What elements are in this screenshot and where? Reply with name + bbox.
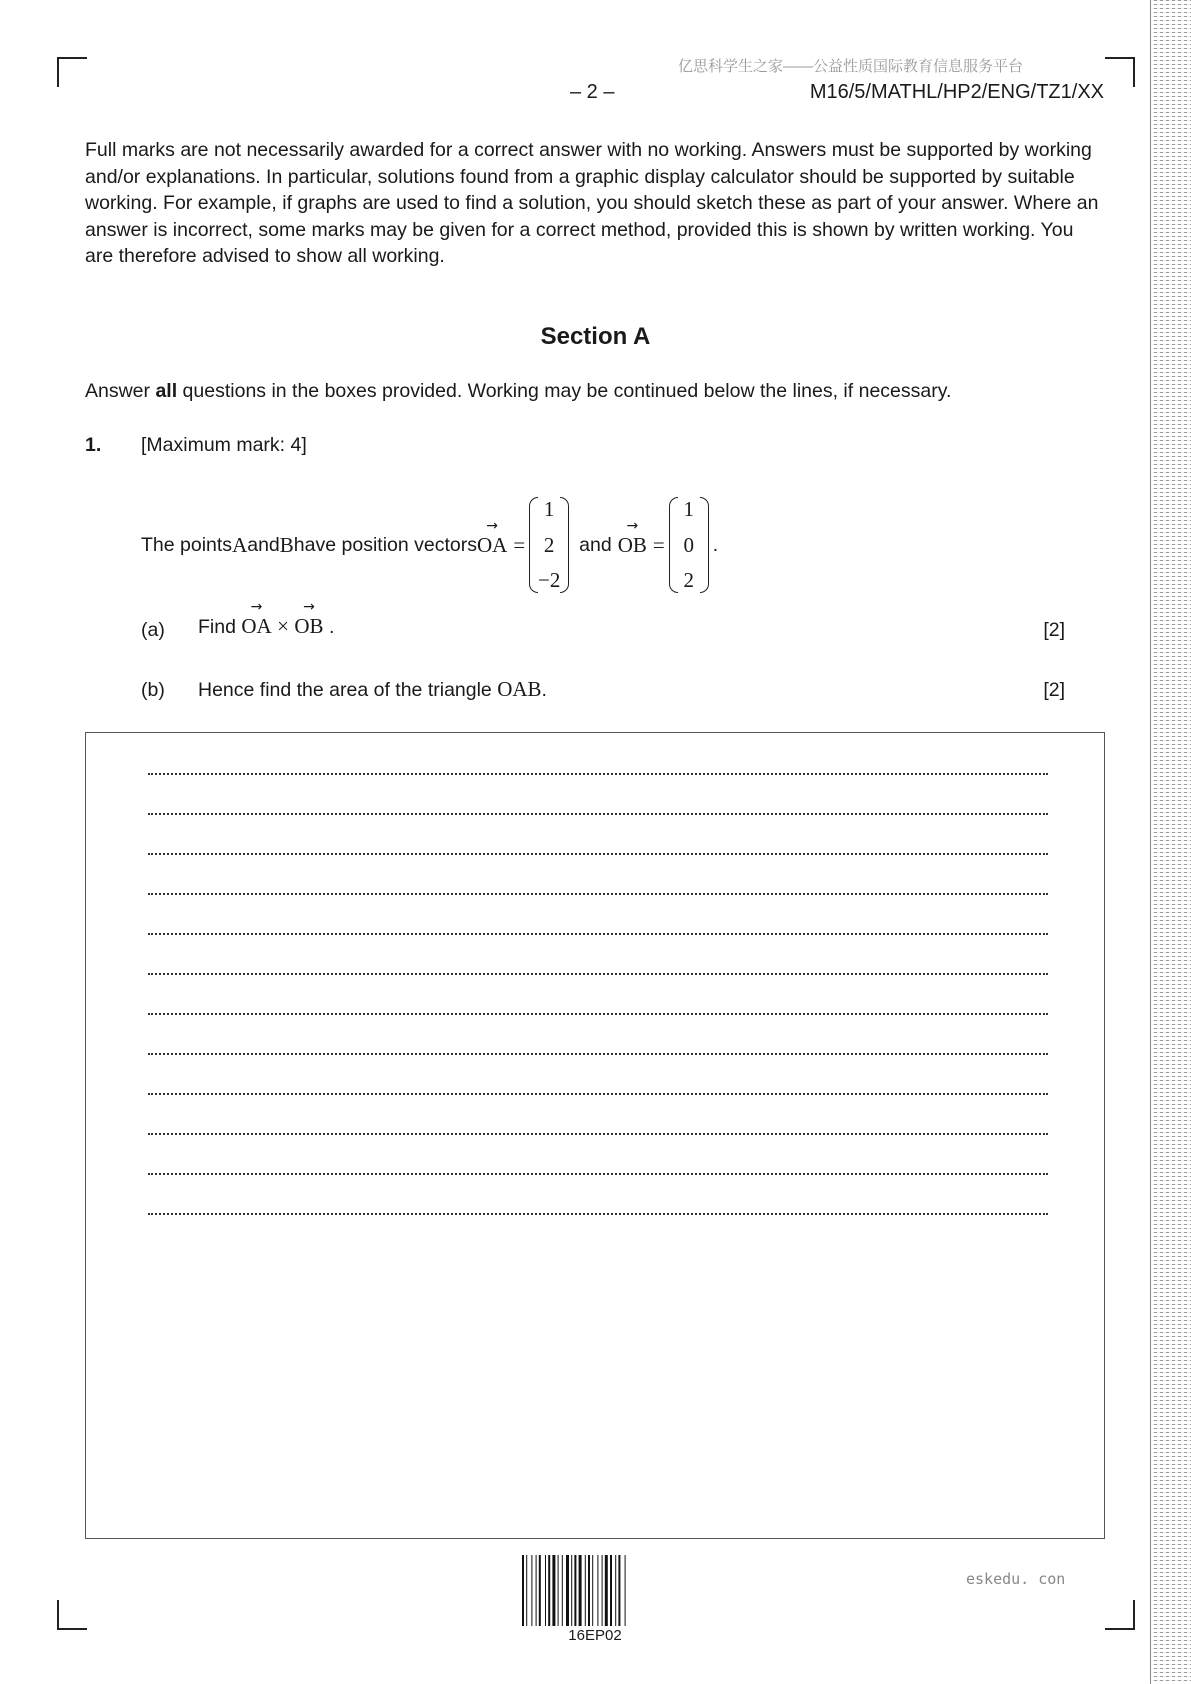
- point-b: B: [279, 532, 294, 557]
- ob-column-vector: [671, 497, 707, 593]
- page-number: – 2 –: [570, 81, 615, 103]
- oa-component: 1: [543, 497, 555, 521]
- answer-line[interactable]: [148, 1173, 1048, 1175]
- crop-mark-top-left: [57, 57, 87, 87]
- side-pattern-strip: [1150, 0, 1191, 1684]
- answer-line[interactable]: [148, 1013, 1048, 1015]
- answer-all-bold: all: [155, 380, 178, 402]
- vector-oa-label: OA: [476, 532, 508, 557]
- footer-site: eskedu. con: [966, 1570, 1066, 1588]
- part-a-vector-oa-label: OA: [241, 614, 272, 638]
- instructions-paragraph: Full marks are not necessarily awarded for a correct answer with no working. Answers must be supported by working and/or explanations. In particular, solutions found from a graphic display calculator should be supported by suitable working. For example, if graphs are used to find a solution, you should sketch these as part of your answer. Where an answer is incorrect, some marks may be given for a correct method, provided this is shown by written working. You are therefore advised to show all working.: [85, 139, 1099, 268]
- part-b-mark: [2]: [1043, 679, 1065, 701]
- answer-line[interactable]: [148, 973, 1048, 975]
- part-b-end: .: [541, 679, 547, 701]
- barcode-text: 16EP02: [568, 1627, 622, 1644]
- part-a-text: [198, 599, 335, 639]
- vector-arrow-icon: →: [250, 599, 263, 615]
- oa-component: 2: [543, 532, 555, 557]
- question-max-mark: [Maximum mark: 4]: [141, 434, 307, 456]
- part-a-mark: [2]: [1043, 619, 1065, 641]
- crop-mark-bottom-left: [57, 1600, 87, 1630]
- question-statement: [141, 492, 718, 598]
- statement-and-2: and: [579, 533, 612, 556]
- answer-line[interactable]: [148, 1093, 1048, 1095]
- part-a-vector-oa: [241, 599, 272, 639]
- point-a: A: [232, 532, 248, 557]
- answer-all-instruction: [85, 380, 951, 403]
- part-a-label: (a): [141, 619, 165, 641]
- part-a-end: .: [329, 616, 335, 638]
- statement-middle: have position vectors: [293, 533, 477, 556]
- answer-all-after: questions in the boxes provided. Working may be continued below the lines, if necessary.: [177, 380, 952, 402]
- statement-and: and: [247, 533, 280, 556]
- barcode-icon: [522, 1555, 668, 1626]
- answer-line[interactable]: [148, 933, 1048, 935]
- statement-end: .: [712, 533, 719, 556]
- equals-sign: =: [513, 532, 526, 557]
- answer-box[interactable]: [85, 732, 1105, 1539]
- crop-mark-bottom-right: [1105, 1600, 1135, 1630]
- statement-prefix: The points: [141, 533, 233, 556]
- answer-line[interactable]: [148, 1133, 1048, 1135]
- vector-ob: [617, 517, 647, 558]
- crop-mark-top-right: [1105, 57, 1135, 87]
- vector-ob-label: OB: [617, 532, 647, 557]
- ob-component: 2: [683, 568, 694, 592]
- answer-line[interactable]: [148, 813, 1048, 815]
- vector-arrow-icon: →: [486, 517, 499, 534]
- part-b-body: Hence find the area of the triangle: [198, 679, 498, 701]
- oa-component: −2: [538, 568, 561, 592]
- cross-product-sign: ×: [277, 614, 289, 638]
- vector-oa: [476, 517, 508, 558]
- part-a-vector-ob-label: OB: [294, 614, 324, 638]
- triangle-oab: OAB: [497, 677, 542, 701]
- part-a-vector-ob: [294, 599, 324, 639]
- answer-line[interactable]: [148, 1053, 1048, 1055]
- answer-line[interactable]: [148, 1213, 1048, 1215]
- answer-all-before: Answer: [85, 380, 156, 402]
- section-title: Section A: [540, 323, 651, 350]
- answer-line[interactable]: [148, 893, 1048, 895]
- vector-arrow-icon: →: [303, 599, 315, 615]
- equals-sign: =: [652, 532, 665, 557]
- part-b-label: (b): [141, 679, 165, 701]
- vector-arrow-icon: →: [626, 517, 639, 534]
- paper-code: M16/5/MATHL/HP2/ENG/TZ1/XX: [809, 81, 1104, 103]
- header-watermark: 亿思科学生之家——公益性质国际教育信息服务平台: [678, 58, 1024, 75]
- answer-line[interactable]: [148, 853, 1048, 855]
- ob-component: 0: [683, 532, 694, 557]
- part-a-find: Find: [198, 616, 236, 638]
- oa-column-vector: [531, 497, 567, 593]
- ob-component: 1: [683, 497, 694, 521]
- question-number: 1.: [85, 434, 102, 456]
- part-b-text: [198, 677, 547, 702]
- answer-line[interactable]: [148, 773, 1048, 775]
